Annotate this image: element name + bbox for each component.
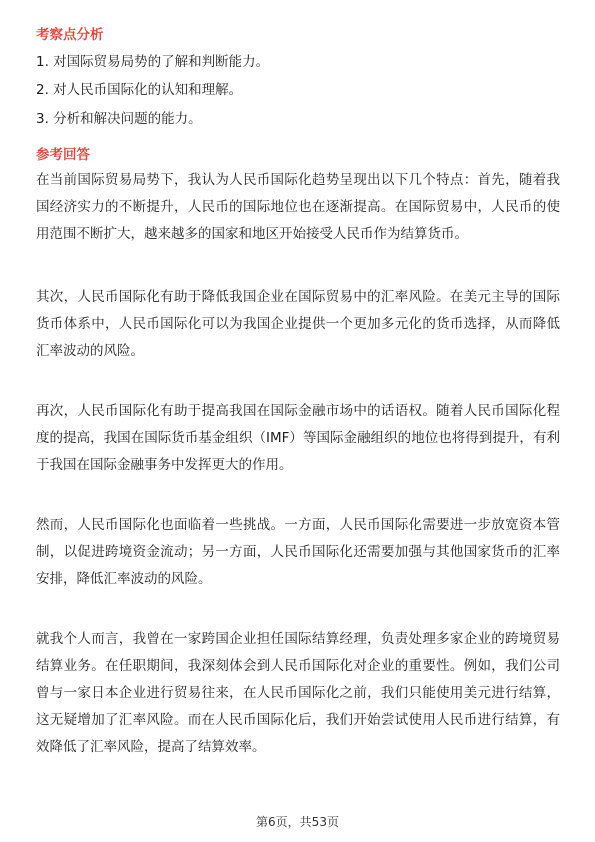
analysis-item-3: 3. 分析和解决问题的能力。 [36,111,202,127]
answer-paragraph-2: 其次，人民币国际化有助于降低我国企业在国际贸易中的汇率风险。在美元主导的国际货币体系中，人民币国际化可以为我国企业提供一个更加多元化的货币选择，从而降低汇率波动的风险。 [36,289,560,359]
answer-paragraph-1: 在当前国际贸易局势下，我认为人民币国际化趋势呈现出以下几个特点：首先，随着我国经济实力的不断提升，人民币的国际地位也在逐渐提高。在国际贸易中，人民币的使用范围不断扩大，越来越多的国家和地区开始接受人民币作为结算货币。 [36,172,560,242]
analysis-item-2: 2. 对人民币国际化的认知和理解。 [36,82,243,98]
answer-paragraph-3: 再次，人民币国际化有助于提高我国在国际金融市场中的话语权。随着人民币国际化程度的提高，我国在国际货币基金组织（IMF）等国际金融组织的地位也将得到提升，有利于我国在国际金融事务中发挥更大的作用。 [36,403,560,473]
section-title-answer: 参考回答 [36,147,90,163]
answer-paragraph-5: 就我个人而言，我曾在一家跨国企业担任国际结算经理，负责处理多家企业的跨境贸易结算业务。在任职期间，我深刻体会到人民币国际化对企业的重要性。例如，我们公司曾与一家日本企业进行贸易往来，在人民币国际化之前，我们只能使用美元进行结算，这无疑增加了汇率风险。而在人民币国际化后，我们开始尝试使用人民币进行结算，有效降低了汇率风险，提高了结算效率。 [36,631,560,755]
page-number: 第6页，共53页 [256,815,339,829]
answer-paragraph-4: 然而，人民币国际化也面临着一些挑战。一方面，人民币国际化需要进一步放宽资本管制，以促进跨境资金流动；另一方面，人民币国际化还需要加强与其他国家货币的汇率安排，降低汇率波动的风险。 [36,517,560,587]
section-title-analysis: 考察点分析 [36,27,104,43]
analysis-item-1: 1. 对国际贸易局势的了解和判断能力。 [36,54,270,70]
